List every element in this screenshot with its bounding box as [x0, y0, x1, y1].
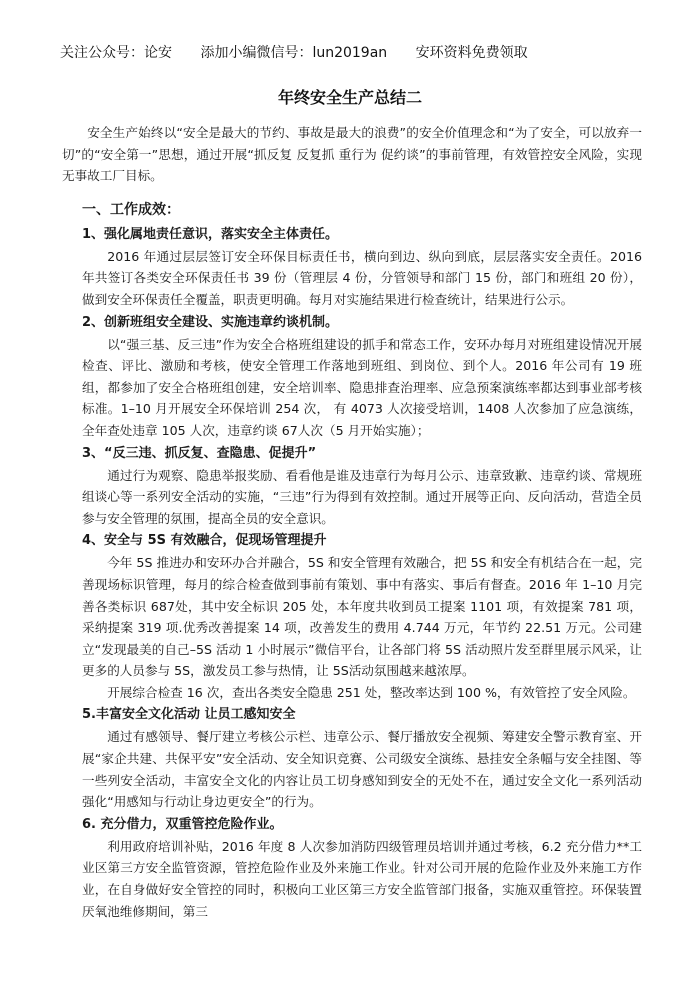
subsection-4-heading: 4、安全与 5S 有效融合，促现场管理提升: [82, 533, 327, 549]
document-title: 年终安全生产总结二: [277, 88, 422, 107]
subsection-4-paragraph-1: 今年 5S 推进办和安环办合并融合，5S 和安全管理有效融合，把 5S 和安全有机结合在一起，完善现场标识管理，每月的综合检查做到事前有策划、事中有落实、事后有督查。2016 年 1–10 月完善各类标识 687处，其中安全标识 205 处，本年度共收到员工提案 1101 项，有效提案 781 项，采纳提案 319 项.优秀改善提案 14 项，改善发生的费用 4.744 万元，年节约 22.51 万元。公司建立“发现最美的自己–5S 活动 1 小时展示”微信平台，让各部门将 5S 活动照片发至群里展示风采，让更多的人员参与 5S，激发员工参与热情，让 5S活动氛围越来越浓厚。: [82, 555, 642, 679]
promo-wechat: 添加小编微信号：lun2019an: [200, 45, 388, 61]
subsection-1-heading: 1、强化属地责任意识，落实安全主体责任。: [82, 226, 339, 242]
promo-header: [60, 42, 552, 62]
subsection-5-heading: 5.丰富安全文化活动 让员工感知安全: [82, 707, 296, 723]
subsection-3-heading: 3、“反三违、抓反复、查隐患、促提升”: [82, 445, 317, 461]
subsection-3-paragraph: 通过行为观察、隐患举报奖励、看看他是谁及违章行为每月公示、违章致歉、违章约谈、常规班组谈心等一系列安全活动的实施，“三违”行为得到有效控制。通过开展等正向、反向活动，营造全员参与安全管理的氛围，提高全员的安全意识。: [82, 467, 642, 526]
section-heading: 一、工作成效：: [82, 201, 180, 218]
subsection-2-paragraph: 以“强三基、反三违”作为安全合格班组建设的抓手和常态工作，安环办每月对班组建设情况开展检查、评比、激励和考核，使安全管理工作落地到班组、到岗位、到个人。2016 年公司有 19 班组，都参加了安全合格班组创建，安全培训率、隐患排查治理率、应急预案演练率都达到事业部考核标准。1–10 月开展安全环保培训 254 次， 有 4073 人次接受培训，1408 人次参加了应急演练，全年查处违章 105 人次，违章约谈 67人次（5 月开始实施）；: [82, 336, 642, 438]
subsection-6-paragraph: 利用政府培训补贴，2016 年度 8 人次参加消防四级管理员培训并通过考核，6.2 充分借力**工业区第三方安全监管资源，管控危险作业及外来施工作业。针对公司开展的危险作业及外来施工方作业，在自身做好安全管控的同时，积极向工业区第三方安全监管部门报备，实施双重管控。环保装置厌氧池维修期间，第三: [82, 838, 642, 919]
subsection-4-paragraph-2: 开展综合检查 16 次，查出各类安全隐患 251 处，整改率达到 100 %，有效管控了安全风险。: [107, 684, 636, 700]
subsection-1-paragraph: 2016 年通过层层签订安全环保目标责任书，横向到边、纵向到底，层层落实安全责任。2016 年共签订各类安全环保责任书 39 份（管理层 4 份，分管领导和部门 15 份，部门和班组 20 份），做到安全环保责任全覆盖，职责更明确。每月对实施结果进行检查统计，结果进行公示。: [82, 248, 642, 307]
document-body: [62, 122, 642, 922]
subsection-5-paragraph: 通过有感领导、餐厅建立考核公示栏、违章公示、餐厅播放安全视频、筹建安全警示教育室、开展“家企共建、共保平安”安全活动、安全知识竞赛、公司级安全演练、悬挂安全条幅与安全挂图、等一些列安全活动，丰富安全文化的内容让员工切身感知到安全的无处不在，通过安全文化一系列活动强化“用感知与行动让身边更安全”的行为。: [82, 729, 642, 810]
promo-account: 关注公众号：论安: [60, 45, 172, 61]
subsection-2-heading: 2、创新班组安全建设、实施违章约谈机制。: [82, 314, 339, 330]
intro-paragraph: 安全生产始终以“安全是最大的节约、事故是最大的浪费”的安全价值理念和“为了安全，可以放弃一切”的“安全第一”思想，通过开展“抓反复 反复抓 重行为 促约谈”的事前管理，有效管控安全风险，实现无事故工厂目标。: [62, 125, 642, 184]
subsection-6-heading: 6. 充分借力，双重管控危险作业。: [82, 816, 283, 832]
promo-offer: 安环资料免费领取: [415, 45, 528, 61]
